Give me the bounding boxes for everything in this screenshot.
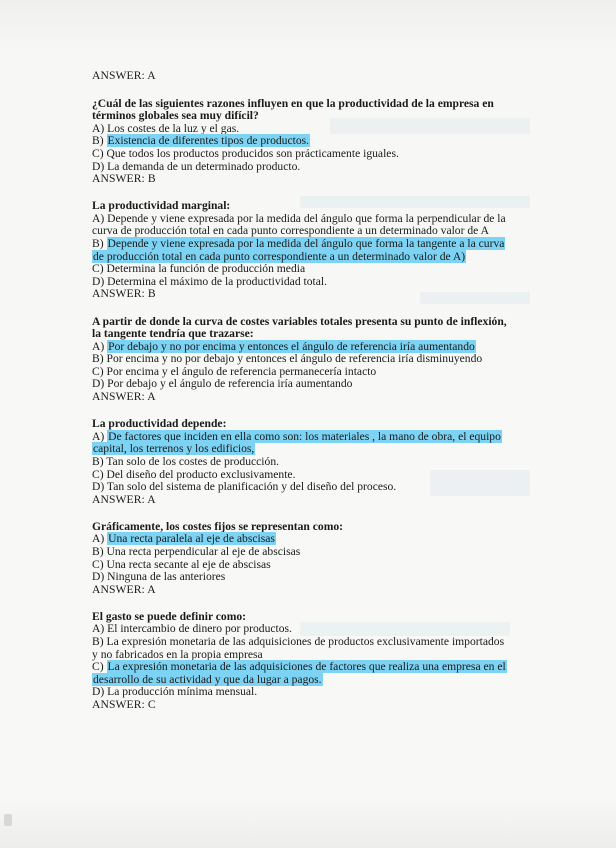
option-text: B) bbox=[92, 237, 107, 251]
question-title: A partir de donde la curva de costes variables totales presenta su punto de inflexión, la tangente tendría que trazarse: bbox=[92, 314, 507, 341]
highlighted-option-text: De factores que inciden en ella como son: los materiales , la mano de obra, el equipo capital, los terrenos y los edificios, bbox=[93, 429, 501, 456]
question-block bbox=[92, 521, 512, 597]
question-title: Gráficamente, los costes fijos se representan como: bbox=[92, 519, 344, 533]
scan-speck bbox=[4, 814, 12, 826]
question-title: El gasto se puede definir como: bbox=[92, 609, 247, 623]
highlighted-option-text: La expresión monetaria de las adquisiciones de factores que realiza una empresa en el desarrollo de su actividad y que da lugar a pagos. bbox=[93, 660, 506, 686]
answer-key: ANSWER: A bbox=[92, 492, 156, 506]
answer-option bbox=[92, 238, 512, 263]
option-text: A) bbox=[92, 339, 108, 353]
answer-key: ANSWER: A bbox=[92, 582, 156, 596]
option-text: C) Del diseño del producto exclusivamente. bbox=[92, 467, 296, 481]
option-text: C) Que todos los productos producidos son prácticamente iguales. bbox=[92, 146, 399, 160]
highlighted-option-text: Depende y viene expresada por la medida del ángulo que forma la tangente a la curva de producción total en cada punto correspondiente a un determinado valor de A) bbox=[93, 237, 505, 263]
previous-answer: ANSWER: A bbox=[92, 69, 156, 82]
option-text: A) bbox=[92, 532, 108, 546]
option-text: D) Determina el máximo de la productividad total. bbox=[92, 274, 328, 288]
answer-option bbox=[92, 661, 512, 686]
option-text: D) Por debajo y el ángulo de referencia iría aumentando bbox=[92, 377, 353, 391]
option-text: A) Depende y viene expresada por la medida del ángulo que forma la perpendicular de la curva de producción total en cada punto correspondiente a un determinado valor de A bbox=[92, 211, 506, 238]
option-text: C) bbox=[92, 660, 107, 674]
option-text: D) Ninguna de las anteriores bbox=[92, 570, 226, 584]
option-text: B) bbox=[92, 134, 107, 148]
highlighted-option-text: Existencia de diferentes tipos de productos. bbox=[107, 134, 310, 148]
answer-option bbox=[92, 481, 512, 494]
question-block bbox=[92, 418, 512, 506]
highlighted-option-text: Por debajo y no por encima y entonces el ángulo de referencia iría aumentando bbox=[108, 339, 475, 353]
question-title: La productividad depende: bbox=[92, 417, 227, 431]
option-text: B) Por encima y no por debajo y entonces el ángulo de referencia iría disminuyendo bbox=[92, 352, 483, 366]
question-block bbox=[92, 611, 512, 712]
option-text: C) Una recta secante al eje de abscisas bbox=[92, 557, 271, 571]
answer-option bbox=[92, 636, 512, 661]
option-text: D) Tan solo del sistema de planificación y del diseño del proceso. bbox=[92, 480, 397, 494]
question-title: La productividad marginal: bbox=[92, 199, 231, 213]
option-text: B) Tan solo de los costes de producción. bbox=[92, 454, 280, 468]
question-block bbox=[92, 200, 512, 301]
option-text: C) Determina la función de producción media bbox=[92, 262, 306, 276]
highlighted-option-text: Una recta paralela al eje de abscisas bbox=[108, 532, 275, 546]
answer-key: ANSWER: B bbox=[92, 172, 156, 186]
question-block bbox=[92, 316, 512, 404]
question-list bbox=[92, 70, 512, 726]
answer-key: ANSWER: C bbox=[92, 698, 156, 712]
answer-option bbox=[92, 571, 512, 584]
option-text: B) Una recta perpendicular al eje de abscisas bbox=[92, 545, 301, 558]
option-text: A) El intercambio de dinero por productos. bbox=[92, 622, 292, 636]
answer-option bbox=[92, 431, 512, 456]
option-text: B) La expresión monetaria de las adquisiciones de productos exclusivamente importados y no fabricados en la propia empresa bbox=[92, 635, 505, 661]
option-text: A) bbox=[92, 429, 108, 443]
answer-key: ANSWER: A bbox=[92, 390, 156, 404]
option-text: D) La producción mínima mensual. bbox=[92, 685, 258, 699]
answer-key: ANSWER: B bbox=[92, 287, 156, 301]
option-text: A) Los costes de la luz y el gas. bbox=[92, 121, 240, 135]
answer-option bbox=[92, 213, 512, 238]
question-title: ¿Cuál de las siguientes razones influyen en que la productividad de la empresa en términos globales sea muy difícil? bbox=[92, 96, 494, 123]
question-block bbox=[92, 98, 512, 186]
option-text: C) Por encima y el ángulo de referencia permanecería intacto bbox=[92, 364, 377, 378]
option-text: D) La demanda de un determinado producto. bbox=[92, 159, 301, 173]
